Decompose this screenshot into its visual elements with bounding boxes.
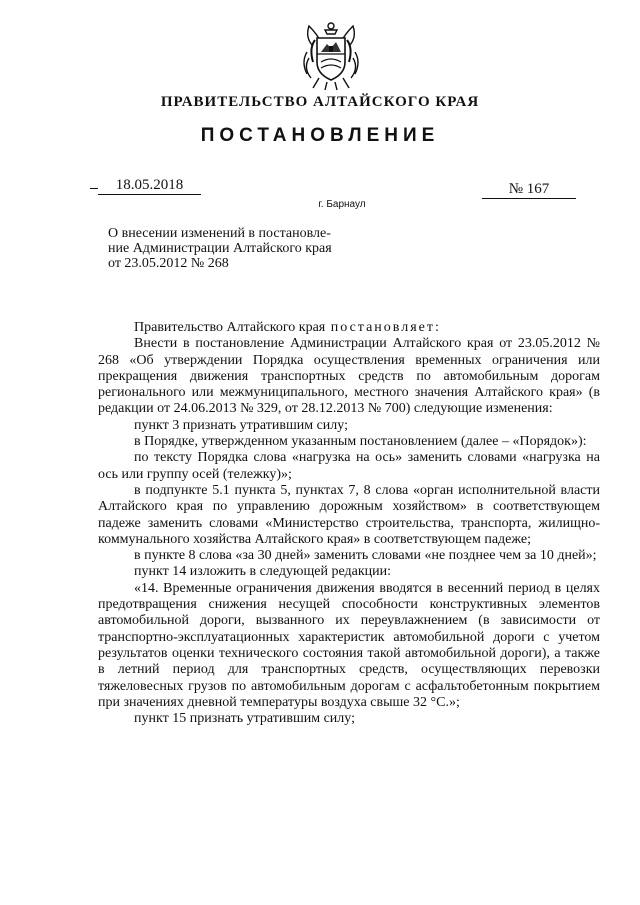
body-paragraph: в подпункте 5.1 пункта 5, пунктах 7, 8 слова «орган исполнительной власти Алтайского края по управлению дорожным хозяйством» в соответствующем падеже заменить словами «Министерство строительства, транспорта, жилищно-коммунального хозяйства Алтайского края» в соответствующем падеже;: [98, 482, 600, 547]
body-paragraph: в пункте 8 слова «за 30 дней» заменить словами «не позднее чем за 10 дней»;: [134, 548, 597, 564]
document-date: 18.05.2018: [98, 176, 201, 195]
coat-of-arms-icon: [299, 18, 363, 94]
body-paragraph: «14. Временные ограничения движения вводятся в весенний период в целях предотвращения снижения несущей способности конструктивных элементов автомобильной дороги, вызванного их переувлажнением (в зависимости от транспортно-эксплуатационных характеристик автомобильной дороги с учетом результатов оценки технического состояния такой автомобильной дороги), а также в летний период для транспортных средств, осуществляющих перевозки тяжеловесных грузов по автомобильным дорогам с асфальтобетонным покрытием при значениях дневной температуры воздуха свыше 32 °С.»;: [98, 580, 600, 710]
document-place: г. Барнаул: [318, 199, 366, 210]
preamble-decree: постановляет:: [325, 320, 441, 335]
document-type: ПОСТАНОВЛЕНИЕ: [200, 125, 440, 146]
document-subject: [108, 226, 388, 271]
body-paragraph: в Порядке, утвержденном указанным постановлением (далее – «Порядок»):: [134, 434, 587, 450]
organization-name: ПРАВИТЕЛЬСТВО АЛТАЙСКОГО КРАЯ: [160, 94, 480, 110]
subject-line: ние Администрации Алтайского края: [108, 241, 332, 256]
body-paragraph: пункт 3 признать утратившим силу;: [134, 417, 348, 433]
preamble: [98, 320, 600, 336]
subject-line: О внесении изменений в постановле-: [108, 226, 331, 241]
body-paragraph: по тексту Порядка слова «нагрузка на ось» заменить словами «нагрузка на ось или группу осей (тележку)»;: [98, 450, 600, 482]
document-body: [98, 320, 600, 727]
body-paragraph: пункт 15 признать утратившим силу;: [134, 711, 355, 727]
document-number: № 167: [482, 180, 576, 199]
body-paragraph: Внести в постановление Администрации Алтайского края от 23.05.2012 № 268 «Об утверждении Порядка осуществления временных ограничения или прекращения движения транспортных средств по автомобильным дорогам регионального или межмуниципального, местного значения Алтайского края» (в редакции от 24.06.2013 № 329, от 28.12.2013 № 700) следующие изменения:: [98, 336, 600, 417]
body-paragraph: пункт 14 изложить в следующей редакции:: [134, 564, 391, 580]
preamble-prefix: Правительство Алтайского края: [134, 320, 326, 335]
subject-line: от 23.05.2012 № 268: [108, 256, 229, 271]
date-underline-lead: [90, 188, 98, 189]
